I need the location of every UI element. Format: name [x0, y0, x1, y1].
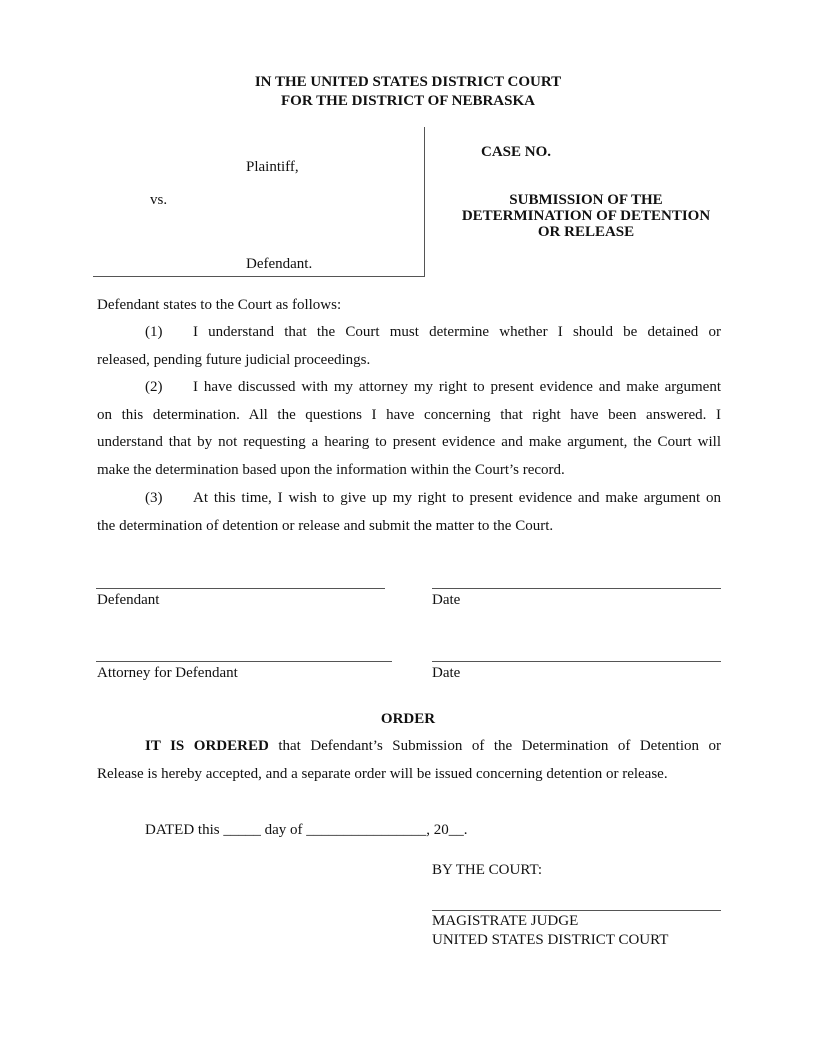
order-heading: ORDER	[380, 711, 436, 727]
document-title-line: SUBMISSION OF THE	[509, 192, 663, 208]
defendant-signature-line[interactable]	[96, 588, 385, 589]
judge-court: UNITED STATES DISTRICT COURT	[432, 932, 669, 948]
item-number: (3)	[145, 490, 163, 506]
statement-line: (3) At this time, I wish to give up my right to present evidence and make argument on	[97, 485, 721, 513]
dated-line[interactable]: DATED this _____ day of ________________, 20__.	[145, 822, 468, 838]
order-lead: IT IS ORDERED	[145, 738, 269, 754]
statement-line: understand that by not requesting a hearing to present evidence and make argument, the Court will	[97, 434, 721, 450]
caption-vertical-divider	[424, 127, 425, 277]
statement-item-1	[97, 319, 721, 374]
attorney-date-line[interactable]	[432, 661, 721, 662]
statement-line: (2) I have discussed with my attorney my right to present evidence and make argument	[97, 374, 721, 402]
defendant-date-line[interactable]	[432, 588, 721, 589]
statement-line: make the determination based upon the information within the Court’s record.	[97, 461, 565, 478]
intro-statement: Defendant states to the Court as follows:	[97, 297, 342, 313]
court-heading-line1: IN THE UNITED STATES DISTRICT COURT	[254, 74, 562, 90]
order-line: Release is hereby accepted, and a separate order will be issued concerning detention or release.	[97, 765, 668, 782]
statement-line: on this determination. All the questions I have concerning that right have been answered. I	[97, 406, 721, 423]
document-title	[450, 192, 722, 240]
document-title-line: OR RELEASE	[537, 224, 635, 240]
judge-signature-line[interactable]	[432, 910, 721, 911]
order-paragraph	[97, 733, 721, 788]
caption-horizontal-divider	[93, 276, 425, 277]
attorney-date-label: Date	[432, 665, 461, 681]
plaintiff-label: Plaintiff,	[246, 159, 299, 175]
item-number: (1)	[145, 324, 163, 340]
order-line: IT IS ORDERED that Defendant’s Submission of the Determination of Detention or	[145, 738, 721, 754]
by-the-court-label: BY THE COURT:	[432, 862, 543, 878]
court-heading-line2: FOR THE DISTRICT OF NEBRASKA	[281, 93, 535, 109]
statement-item-2	[97, 374, 721, 484]
document-title-line: DETERMINATION OF DETENTION	[461, 208, 711, 224]
judge-title: MAGISTRATE JUDGE	[432, 913, 579, 929]
statement-line: (1) I understand that the Court must determine whether I should be detained or	[97, 319, 721, 347]
statement-item-3	[97, 485, 721, 540]
statement-line: the determination of detention or release and submit the matter to the Court.	[97, 517, 554, 534]
versus-label: vs.	[150, 192, 168, 208]
case-number-label: CASE NO.	[481, 144, 552, 160]
statement-line: released, pending future judicial proceedings.	[97, 351, 371, 368]
attorney-signature-line[interactable]	[96, 661, 392, 662]
item-number: (2)	[145, 379, 163, 395]
defendant-date-label: Date	[432, 592, 461, 608]
defendant-signature-label: Defendant	[97, 592, 160, 608]
attorney-signature-label: Attorney for Defendant	[97, 665, 238, 681]
defendant-label: Defendant.	[246, 256, 313, 272]
